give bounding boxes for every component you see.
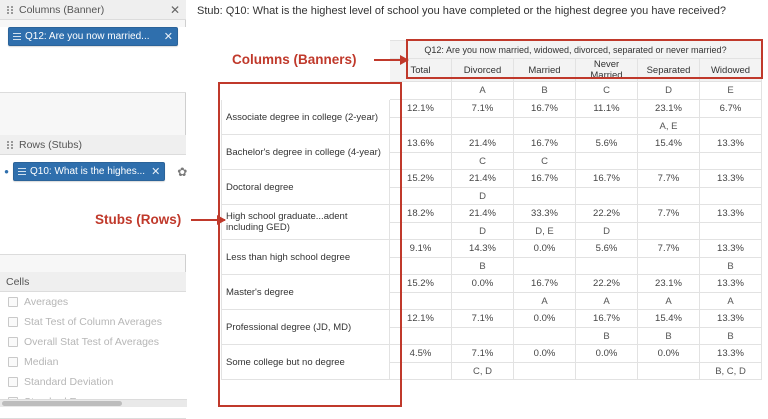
cell-sig [576,363,638,380]
cell-value: 0.0% [452,275,514,293]
cell-option-standard-deviation[interactable] [0,372,186,392]
left-panel [0,0,186,407]
rows-stubs-body [0,155,186,255]
chip-label: Q12: Are you now married... [25,31,150,42]
cell-value: 0.0% [514,310,576,328]
row-label: Less than high school degree [222,240,390,275]
checkbox-icon[interactable] [8,377,18,387]
annotation-columns-banners: Columns (Banners) [232,52,357,67]
cell-value: 13.3% [700,275,762,293]
cell-sig: A [700,293,762,310]
column-header-never-married[interactable]: Never Married [576,59,638,82]
cell-value: 9.1% [390,240,452,258]
cell-sig [514,328,576,345]
cell-value: 7.1% [452,100,514,118]
bullet-icon: • [4,164,9,179]
cell-sig [700,153,762,170]
chip-grip-icon [18,167,26,176]
cell-option-label: Averages [24,296,69,308]
columns-chip-q12[interactable] [8,27,178,46]
cell-sig: D [452,223,514,240]
cell-value: 7.7% [638,205,700,223]
cell-value: 16.7% [514,170,576,188]
cell-value: 13.3% [700,345,762,363]
cell-value: 13.3% [700,310,762,328]
cell-value: 7.1% [452,345,514,363]
chip-label: Q10: What is the highes... [30,166,146,177]
cells-header [0,272,186,292]
gear-icon[interactable]: ✿ [177,164,188,179]
cell-value: 15.4% [638,135,700,153]
cell-option-label: Standard Deviation [24,376,114,388]
cell-sig [452,328,514,345]
column-header-widowed[interactable]: Widowed [700,59,762,82]
cell-sig [514,363,576,380]
cell-value: 16.7% [514,100,576,118]
row-label: Bachelor's degree in college (4-year) [222,135,390,170]
cell-option-label: Overall Stat Test of Averages [24,336,160,348]
columns-banner-body [0,27,186,93]
cell-value: 23.1% [638,100,700,118]
cell-value: 22.2% [576,205,638,223]
cell-sig: B [452,258,514,275]
cell-value: 11.1% [576,100,638,118]
cell-value: 16.7% [514,275,576,293]
cell-value: 4.5% [390,345,452,363]
cell-sig: B [700,328,762,345]
cell-sig: A [576,293,638,310]
cell-value: 13.3% [700,135,762,153]
cell-value: 12.1% [390,100,452,118]
drag-grip-icon[interactable] [6,140,14,150]
column-header-total[interactable]: Total [390,59,452,82]
cell-value: 16.7% [576,170,638,188]
rows-chip-row [0,155,186,188]
column-letter: D [638,82,700,100]
cell-sig: C, D [452,363,514,380]
cell-sig: B, C, D [700,363,762,380]
cell-value: 0.0% [514,345,576,363]
row-label: Some college but no degree [222,345,390,380]
close-icon[interactable]: ✕ [169,2,180,17]
column-letter: E [700,82,762,100]
drag-grip-icon[interactable] [6,5,14,15]
rows-stubs-section [0,135,186,255]
cell-option-label: Stat Test of Column Averages [24,316,162,328]
annotation-box-stubs [218,82,402,407]
cell-value: 21.4% [452,205,514,223]
cell-option-median[interactable] [0,352,186,372]
cell-sig: B [638,328,700,345]
scrollbar-thumb[interactable] [2,401,122,406]
cell-sig [700,223,762,240]
cell-value: 5.6% [576,135,638,153]
cell-value: 13.3% [700,240,762,258]
cell-sig [638,223,700,240]
checkbox-icon[interactable] [8,357,18,367]
cell-option-overall-stat-test-averages[interactable] [0,332,186,352]
cell-sig: C [514,153,576,170]
row-label: Associate degree in college (2-year) [222,100,390,135]
cell-sig [452,293,514,310]
cell-sig: D, E [514,223,576,240]
cell-value: 6.7% [700,100,762,118]
cell-sig: C [452,153,514,170]
rows-stubs-title: Rows (Stubs) [19,138,83,151]
cell-value: 13.6% [390,135,452,153]
cell-sig [514,258,576,275]
cell-value: 13.3% [700,170,762,188]
cell-sig: B [700,258,762,275]
cell-sig [452,118,514,135]
cell-value: 14.3% [452,240,514,258]
checkbox-icon[interactable] [8,317,18,327]
checkbox-icon[interactable] [8,297,18,307]
cell-option-label: Median [24,356,59,368]
cell-sig: A [514,293,576,310]
cell-sig: D [452,188,514,205]
column-header-divorced[interactable]: Divorced [452,59,514,82]
column-letter: A [452,82,514,100]
cell-option-averages[interactable] [0,292,186,312]
cell-sig [638,153,700,170]
cell-value: 0.0% [514,240,576,258]
cell-value: 5.6% [576,240,638,258]
rows-chip-q10[interactable] [13,162,165,181]
cell-sig [576,188,638,205]
cells-title: Cells [6,275,30,288]
cell-value: 16.7% [514,135,576,153]
page-title: Stub: Q10: What is the highest level of school you have completed or the highest degree you have received? [197,5,726,17]
chip-grip-icon [13,32,21,41]
cell-sig [514,118,576,135]
cell-value: 0.0% [576,345,638,363]
cell-value: 33.3% [514,205,576,223]
rows-stubs-header [0,135,186,155]
cell-value: 21.4% [452,135,514,153]
cell-sig: B [576,328,638,345]
cell-sig [576,118,638,135]
row-label: Professional degree (JD, MD) [222,310,390,345]
columns-banner-section [0,0,186,93]
chip-close-icon[interactable]: ✕ [151,166,161,178]
cell-sig [638,363,700,380]
annotation-stubs-rows: Stubs (Rows) [95,212,182,227]
cell-option-stat-test-column-averages[interactable] [0,312,186,332]
row-label: High school graduate...adent including GED) [222,205,390,240]
cell-value: 12.1% [390,310,452,328]
column-letter: B [514,82,576,100]
cell-sig [638,188,700,205]
cell-value: 0.0% [638,345,700,363]
cell-sig [638,258,700,275]
cell-value: 15.2% [390,275,452,293]
columns-banner-title: Columns (Banner) [19,3,105,16]
cell-sig: A [638,293,700,310]
cell-sig: D [576,223,638,240]
banner-title: Q12: Are you now married, widowed, divorced, separated or never married? [390,41,762,59]
cell-value: 7.7% [638,240,700,258]
cell-value: 21.4% [452,170,514,188]
cell-sig [576,258,638,275]
cell-value: 13.3% [700,205,762,223]
cell-sig [700,188,762,205]
chip-close-icon[interactable]: ✕ [163,31,173,43]
row-label: Master's degree [222,275,390,310]
cell-value: 7.7% [638,170,700,188]
cell-value: 7.1% [452,310,514,328]
column-header-separated[interactable]: Separated [638,59,700,82]
horizontal-scrollbar[interactable] [0,399,187,407]
cell-sig: A, E [638,118,700,135]
annotation-box-columns [406,39,763,79]
cell-sig [576,153,638,170]
column-header-married[interactable]: Married [514,59,576,82]
columns-banner-header [0,0,186,20]
annotation-arrow-columns [374,59,408,61]
cell-value: 23.1% [638,275,700,293]
column-letter: C [576,82,638,100]
row-label: Doctoral degree [222,170,390,205]
cell-sig [700,118,762,135]
cells-section [0,272,186,419]
cell-value: 18.2% [390,205,452,223]
cell-value: 15.4% [638,310,700,328]
cell-value: 22.2% [576,275,638,293]
cell-value: 15.2% [390,170,452,188]
cell-value: 16.7% [576,310,638,328]
cell-sig [514,188,576,205]
checkbox-icon[interactable] [8,337,18,347]
